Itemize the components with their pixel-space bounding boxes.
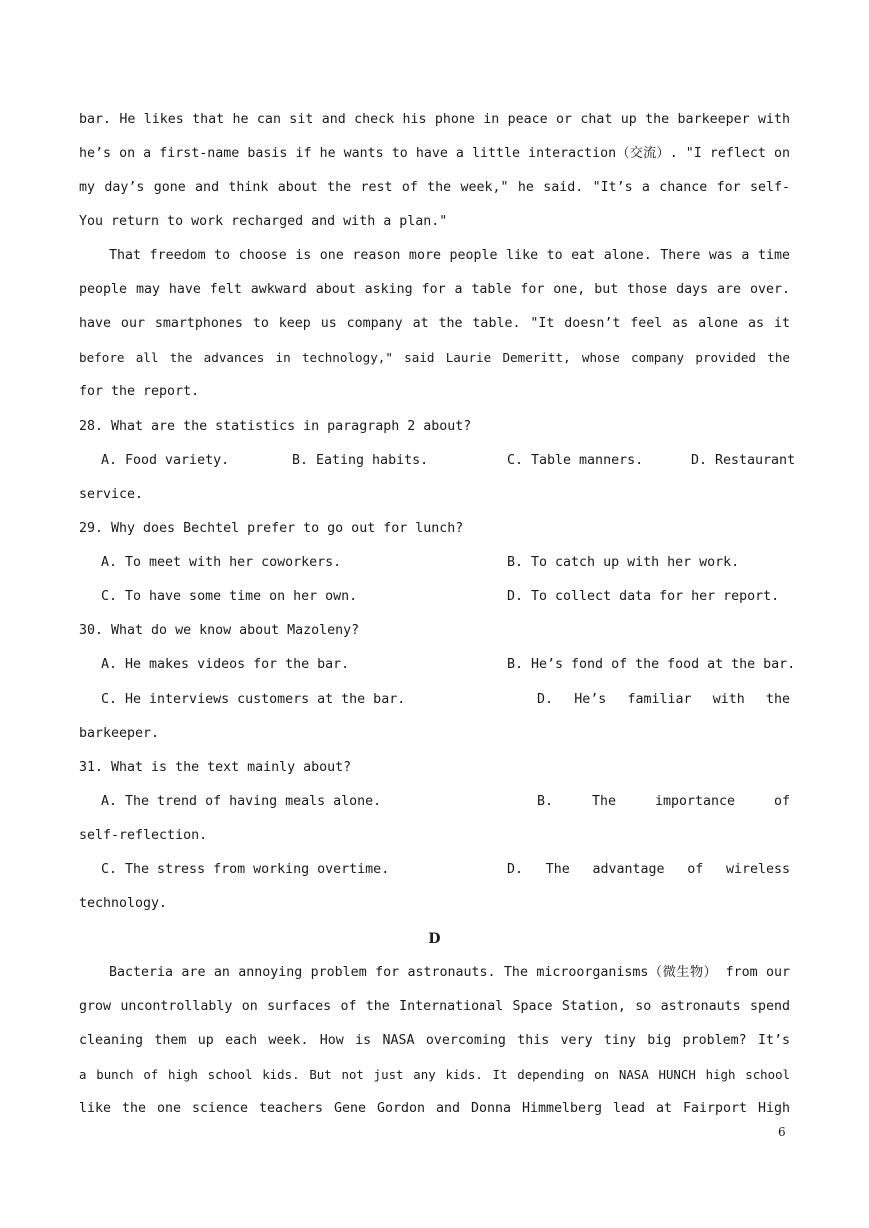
paragraph-line: people may have felt awkward about asking for a table for one, but those days are over. [79, 282, 790, 297]
question-stem-28: 28. What are the statistics in paragraph 2 about? [79, 419, 472, 434]
option-31-d-continued: technology. [79, 896, 168, 911]
paragraph-line: cleaning them up each week. How is NASA overcoming this very tiny big problem? It’s [79, 1033, 790, 1048]
option-30-d: D. He’s familiar with the [537, 692, 790, 707]
option-28-b: B. Eating habits. [292, 453, 429, 468]
question-stem-31: 31. What is the text mainly about? [79, 760, 352, 775]
paragraph-line: have our smartphones to keep us company at the table. "It doesn’t feel as alone as it [79, 316, 790, 331]
option-29-b: B. To catch up with her work. [507, 555, 740, 570]
option-28-a: A. Food variety. [101, 453, 230, 468]
option-28-d: D. Restaurant [691, 453, 796, 468]
paragraph-line: You return to work recharged and with a plan." [79, 214, 448, 229]
question-stem-29: 29. Why does Bechtel prefer to go out for lunch? [79, 521, 464, 536]
paragraph-line: like the one science teachers Gene Gordon and Donna Himmelberg lead at Fairport High [79, 1101, 790, 1116]
option-29-a: A. To meet with her coworkers. [101, 555, 342, 570]
option-31-b-continued: self-reflection. [79, 828, 208, 843]
paragraph-line: he’s on a first-name basis if he wants to have a little interaction（交流）. "I reflect on [79, 146, 790, 161]
paragraph-line: Bacteria are an annoying problem for astronauts. The microorganisms（微生物） from our [109, 965, 790, 980]
option-28-d-continued: service. [79, 487, 144, 502]
option-30-a: A. He makes videos for the bar. [101, 657, 350, 672]
option-30-d-continued: barkeeper. [79, 726, 160, 741]
option-30-b: B. He’s fond of the food at the bar. [507, 657, 796, 672]
page-number: 6 [778, 1125, 786, 1139]
section-heading-d: D [428, 931, 441, 947]
paragraph-line: That freedom to choose is one reason more people like to eat alone. There was a time [109, 248, 790, 263]
option-31-b: B. The importance of [537, 794, 790, 809]
option-29-c: C. To have some time on her own. [101, 589, 358, 604]
question-stem-30: 30. What do we know about Mazoleny? [79, 623, 360, 638]
paragraph-line: for the report. [79, 384, 200, 399]
option-31-a: A. The trend of having meals alone. [101, 794, 382, 809]
option-29-d: D. To collect data for her report. [507, 589, 780, 604]
option-31-c: C. The stress from working overtime. [101, 862, 390, 877]
paragraph-line: bar. He likes that he can sit and check his phone in peace or chat up the barkeeper with [79, 112, 790, 127]
option-28-c: C. Table manners. [507, 453, 644, 468]
option-30-c: C. He interviews customers at the bar. [101, 692, 406, 707]
paragraph-line: a bunch of high school kids. But not just any kids. It depending on NASA HUNCH high school [79, 1067, 790, 1082]
paragraph-line: grow uncontrollably on surfaces of the International Space Station, so astronauts spend [79, 999, 790, 1014]
paragraph-line: my day’s gone and think about the rest of the week," he said. "It’s a chance for self- [79, 180, 790, 195]
option-31-d: D. The advantage of wireless [507, 862, 790, 877]
paragraph-line: before all the advances in technology," said Laurie Demeritt, whose company provided the [79, 350, 790, 365]
